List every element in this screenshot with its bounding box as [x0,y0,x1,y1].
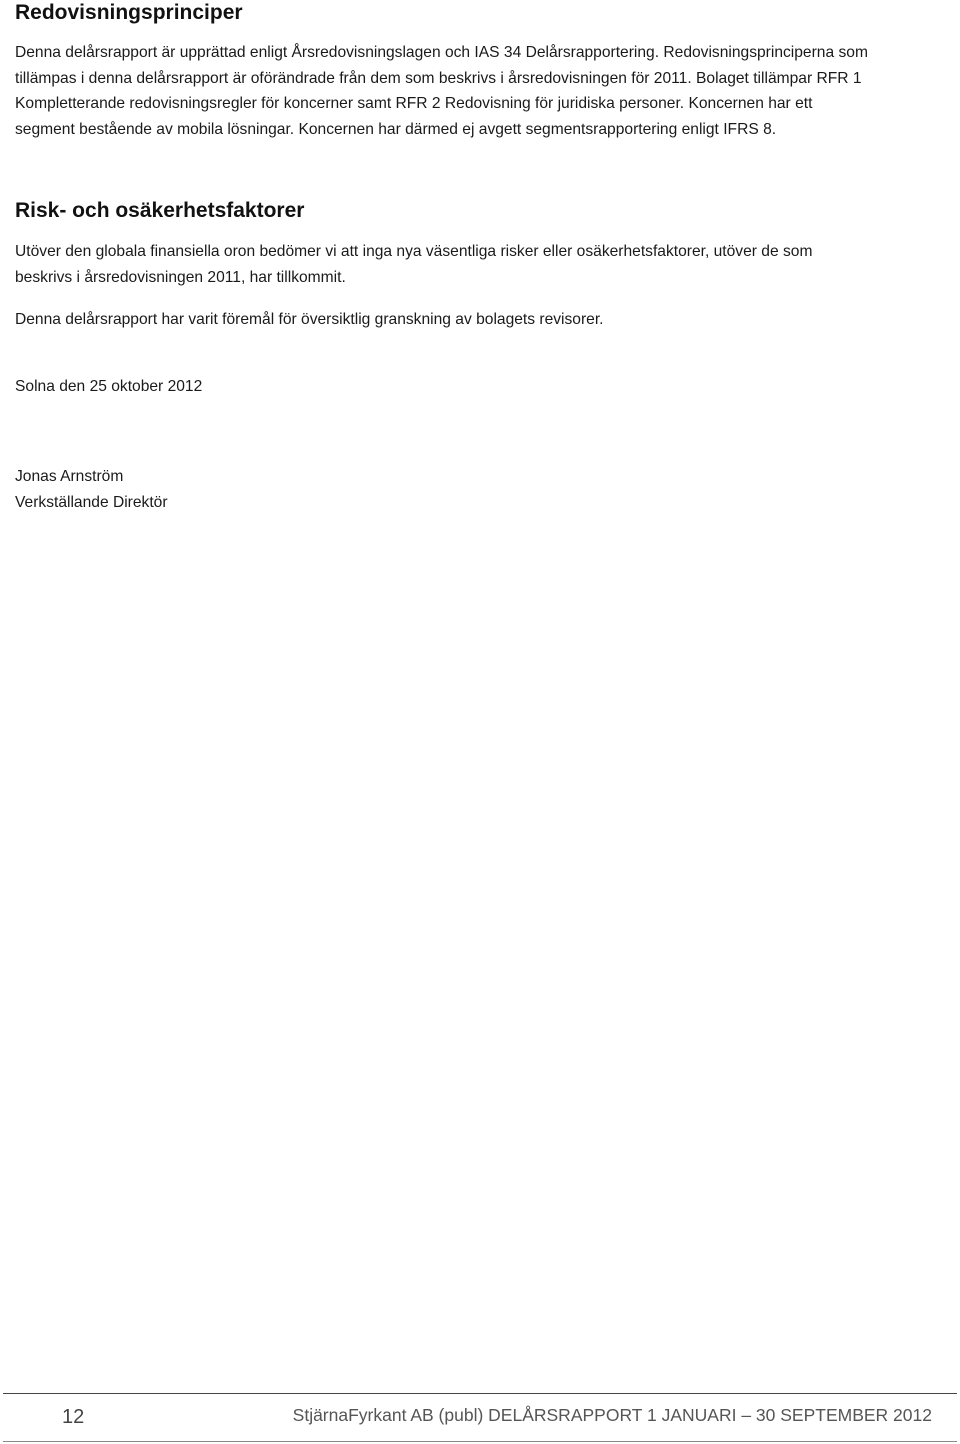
signature-block [15,464,950,515]
paragraph-line: beskrivs i årsredovisningen 2011, har tillkommit. [15,268,346,286]
footer-bottom-divider [3,1441,957,1442]
paragraph-line: Kompletterande redovisningsregler för koncerner samt RFR 2 Redovisning för juridiska personer. Koncernen har ett [15,95,813,112]
paragraph-line: segment bestående av mobila lösningar. Koncernen har därmed ej avgett segmentsrapportering enligt IFRS 8. [15,120,777,138]
signature-place-date: Solna den 25 oktober 2012 [15,378,203,395]
signatory-title: Verkställande Direktör [15,493,168,511]
paragraph-line: Utöver den globala finansiella oron bedömer vi att inga nya väsentliga risker eller osäkerhetsfaktorer, utöver de som [15,243,813,260]
signatory-name: Jonas Arnström [15,468,124,485]
section-heading-risk-factors: Risk- och osäkerhetsfaktorer [15,199,305,222]
footer-divider [3,1393,957,1394]
page-number: 12 [62,1406,85,1428]
paragraph-line: Denna delårsrapport är upprättad enligt Årsredovisningslagen och IAS 34 Delårsrapportering. Redovisningsprinciperna som [15,44,868,61]
accounting-principles-paragraph [15,40,950,142]
paragraph-line: tillämpas i denna delårsrapport är oförändrade från dem som beskrivs i årsredovisningen för 2011. Bolaget tillämpar RFR 1 [15,69,862,87]
section-heading-accounting-principles: Redovisningsprinciper [15,1,243,24]
risk-factors-paragraph [15,239,950,290]
footer-document-title: StjärnaFyrkant AB (publ) DELÅRSRAPPORT 1 JANUARI – 30 SEPTEMBER 2012 [292,1405,932,1425]
review-statement-paragraph: Denna delårsrapport har varit föremål för översiktlig granskning av bolagets revisorer. [15,311,604,328]
